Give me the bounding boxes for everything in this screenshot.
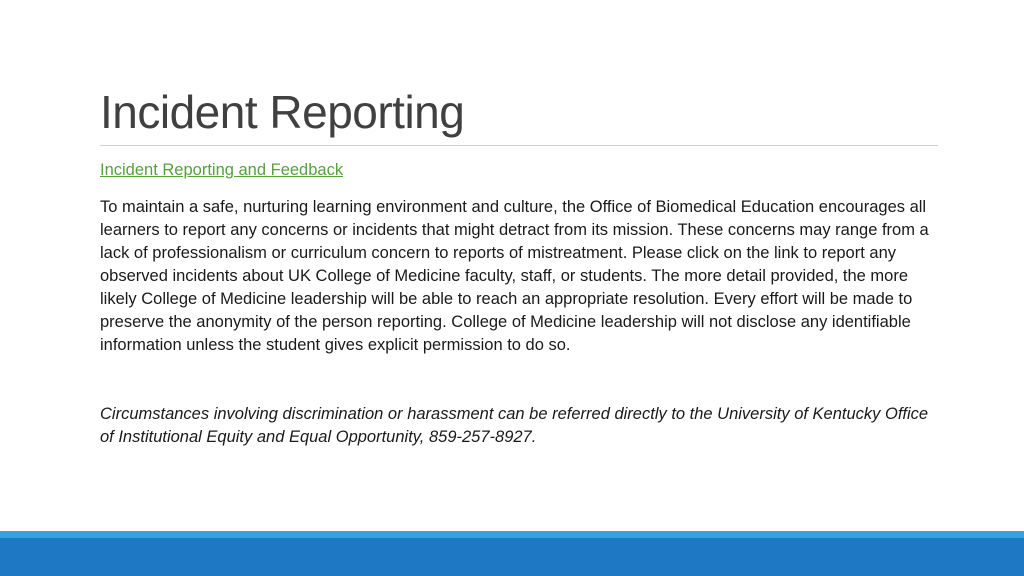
- incident-reporting-link[interactable]: Incident Reporting and Feedback: [100, 161, 344, 179]
- slide-title: Incident Reporting: [100, 86, 465, 138]
- footer-accent-stripe: [0, 531, 1024, 538]
- title-divider: [100, 145, 938, 146]
- note-paragraph: Circumstances involving discrimination or harassment can be referred directly to the University of Kentucky Office of Institutional Equity and Equal Opportunity, 859-257-8927.: [100, 405, 929, 446]
- body-paragraph: To maintain a safe, nurturing learning environment and culture, the Office of Biomedical Education encourages all learners to report any concerns or incidents that might detract from its mission. These concerns may range from a lack of professionalism or curriculum concern to reports of mistreatment. Please click on the link to report any observed incidents about UK College of Medicine faculty, staff, or students. The more detail provided, the more likely College of Medicine leadership will be able to reach an appropriate resolution. Every effort will be made to preserve the anonymity of the person reporting. College of Medicine leadership will not disclose any identifiable information unless the student gives explicit permission to do so.: [100, 198, 929, 354]
- footer-band: [0, 538, 1024, 576]
